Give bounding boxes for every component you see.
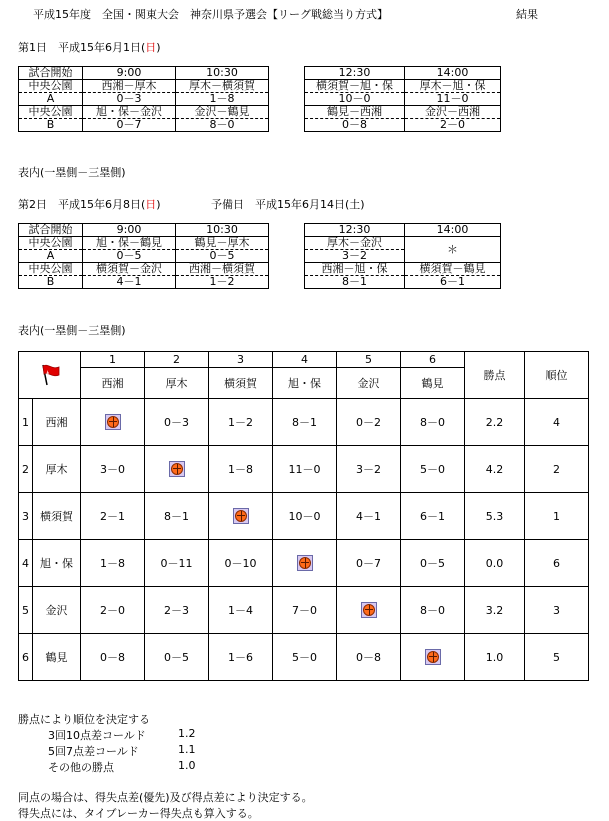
day2-note: 表内(一塁側－三塁側): [18, 324, 126, 337]
match-cell: 厚木－横須賀: [176, 80, 269, 93]
result-cell: 0－11: [145, 540, 209, 587]
result-cell: 8－0: [401, 587, 465, 634]
col-team-name: 金沢: [337, 368, 401, 399]
row-index: 3: [19, 493, 33, 540]
league-row: [19, 493, 589, 540]
time-cell: 14:00: [405, 224, 501, 237]
rank-cell: 4: [525, 399, 589, 446]
venue-cell: A: [19, 93, 83, 106]
score-cell: 2－0: [405, 119, 501, 132]
flag-icon: [37, 377, 63, 390]
time-cell: 10:30: [176, 224, 269, 237]
match-cell: 金沢－西湘: [405, 106, 501, 119]
match-cell: 厚木－金沢: [305, 237, 405, 250]
special-cell: ＊: [405, 237, 501, 263]
result-cell: 10－0: [273, 493, 337, 540]
result-cell: 0－10: [209, 540, 273, 587]
match-cell: 旭・保－金沢: [83, 106, 176, 119]
result-cell: 4－1: [337, 493, 401, 540]
day1-schedule-table: [18, 66, 501, 132]
points-cell: 0.0: [465, 540, 525, 587]
baseball-icon: [361, 602, 377, 618]
time-cell: 14:00: [405, 67, 501, 80]
rule-value: 1.0: [178, 759, 196, 772]
baseball-icon: [425, 649, 441, 665]
match-cell: 旭・保－鶴見: [83, 237, 176, 250]
row-team-name: 旭・保: [33, 540, 81, 587]
result-cell: 7－0: [273, 587, 337, 634]
match-cell: 厚木－旭・保: [405, 80, 501, 93]
baseball-icon: [233, 508, 249, 524]
result-cell: 5－0: [401, 446, 465, 493]
gap-cell: [269, 67, 305, 132]
match-cell: 横須賀－金沢: [83, 263, 176, 276]
result-cell: 0－5: [145, 634, 209, 681]
venue-cell: 中央公園: [19, 106, 83, 119]
result-cell: 8－0: [401, 399, 465, 446]
league-row: [19, 399, 589, 446]
row-index: 2: [19, 446, 33, 493]
result-label: 結果: [516, 8, 538, 21]
result-cell: 1－8: [209, 446, 273, 493]
self-match-cell: [273, 540, 337, 587]
day1-note: 表内(一塁側－三塁側): [18, 166, 126, 179]
result-cell: 1－8: [81, 540, 145, 587]
venue-cell: 中央公園: [19, 263, 83, 276]
col-number: 3: [209, 352, 273, 368]
col-number: 6: [401, 352, 465, 368]
col-number: 5: [337, 352, 401, 368]
result-cell: 2－3: [145, 587, 209, 634]
self-match-cell: [209, 493, 273, 540]
venue-cell: 中央公園: [19, 80, 83, 93]
venue-cell: B: [19, 276, 83, 289]
col-team-name: 西湘: [81, 368, 145, 399]
match-cell: 西湘－厚木: [83, 80, 176, 93]
page-title: 平成15年度 全国・関東大会 神奈川県予選会【リーグ戦総当り方式】: [33, 8, 388, 21]
day2-label: 第2日 平成15年6月8日(日): [18, 198, 161, 211]
result-cell: 1－2: [209, 399, 273, 446]
points-header: 勝点: [465, 352, 525, 399]
baseball-icon: [169, 461, 185, 477]
tiebreak-rule: 得失点には、タイブレーカー得失点も算入する。: [18, 807, 259, 820]
header-cell: 試合開始: [19, 67, 83, 80]
points-cell: 2.2: [465, 399, 525, 446]
rank-cell: 6: [525, 540, 589, 587]
row-team-name: 厚木: [33, 446, 81, 493]
score-cell: 0－8: [305, 119, 405, 132]
score-cell: 10－0: [305, 93, 405, 106]
score-cell: 3－2: [305, 250, 405, 263]
header-cell: 試合開始: [19, 224, 83, 237]
result-cell: 0－2: [337, 399, 401, 446]
self-match-cell: [81, 399, 145, 446]
league-row: [19, 540, 589, 587]
score-cell: 0－5: [176, 250, 269, 263]
result-cell: 5－0: [273, 634, 337, 681]
points-cell: 1.0: [465, 634, 525, 681]
result-cell: 3－2: [337, 446, 401, 493]
col-team-name: 厚木: [145, 368, 209, 399]
league-table: [18, 351, 589, 681]
result-cell: 0－5: [401, 540, 465, 587]
col-number: 1: [81, 352, 145, 368]
score-cell: 6－1: [405, 276, 501, 289]
time-cell: 12:30: [305, 67, 405, 80]
row-index: 5: [19, 587, 33, 634]
col-team-name: 鶴見: [401, 368, 465, 399]
rules-intro: 勝点により順位を決定する: [18, 713, 150, 726]
league-row: [19, 446, 589, 493]
day1-label: 第1日 平成15年6月1日(日): [18, 41, 161, 54]
result-cell: 8－1: [145, 493, 209, 540]
row-team-name: 金沢: [33, 587, 81, 634]
result-cell: 3－0: [81, 446, 145, 493]
col-number: 4: [273, 352, 337, 368]
row-index: 6: [19, 634, 33, 681]
result-cell: 11－0: [273, 446, 337, 493]
match-cell: 横須賀－旭・保: [305, 80, 405, 93]
gap-cell: [269, 224, 305, 289]
score-cell: 0－5: [83, 250, 176, 263]
self-match-cell: [401, 634, 465, 681]
col-team-name: 横須賀: [209, 368, 273, 399]
rule-label: その他の勝点: [48, 761, 114, 774]
rank-cell: 5: [525, 634, 589, 681]
time-cell: 12:30: [305, 224, 405, 237]
baseball-icon: [105, 414, 121, 430]
rule-label: 3回10点差コールド: [48, 729, 146, 742]
row-index: 1: [19, 399, 33, 446]
rule-value: 1.2: [178, 727, 196, 740]
rule-label: 5回7点差コールド: [48, 745, 139, 758]
venue-cell: A: [19, 250, 83, 263]
baseball-icon: [297, 555, 313, 571]
rank-cell: 1: [525, 493, 589, 540]
match-cell: 西湘－旭・保: [305, 263, 405, 276]
day2-schedule-table: [18, 223, 501, 289]
venue-cell: B: [19, 119, 83, 132]
match-cell: 鶴見－厚木: [176, 237, 269, 250]
score-cell: 11－0: [405, 93, 501, 106]
match-cell: 西湘－横須賀: [176, 263, 269, 276]
result-cell: 0－8: [81, 634, 145, 681]
points-cell: 5.3: [465, 493, 525, 540]
time-cell: 9:00: [83, 224, 176, 237]
score-cell: 0－3: [83, 93, 176, 106]
match-cell: 金沢－鶴見: [176, 106, 269, 119]
rule-value: 1.1: [178, 743, 196, 756]
match-cell: 横須賀－鶴見: [405, 263, 501, 276]
points-cell: 4.2: [465, 446, 525, 493]
row-team-name: 西湘: [33, 399, 81, 446]
score-cell: 4－1: [83, 276, 176, 289]
result-cell: 0－7: [337, 540, 401, 587]
reserve-day-label: 予備日 平成15年6月14日(土): [211, 198, 365, 211]
score-cell: 1－2: [176, 276, 269, 289]
result-cell: 0－3: [145, 399, 209, 446]
flag-cell: [19, 352, 81, 399]
row-team-name: 横須賀: [33, 493, 81, 540]
col-number: 2: [145, 352, 209, 368]
rank-cell: 2: [525, 446, 589, 493]
result-cell: 2－0: [81, 587, 145, 634]
result-cell: 2－1: [81, 493, 145, 540]
tie-rule: 同点の場合は、得失点差(優先)及び得点差により決定する。: [18, 791, 313, 804]
score-cell: 8－0: [176, 119, 269, 132]
result-cell: 1－6: [209, 634, 273, 681]
score-cell: 8－1: [305, 276, 405, 289]
time-cell: 10:30: [176, 67, 269, 80]
result-cell: 1－4: [209, 587, 273, 634]
points-cell: 3.2: [465, 587, 525, 634]
self-match-cell: [145, 446, 209, 493]
venue-cell: 中央公園: [19, 237, 83, 250]
col-team-name: 旭・保: [273, 368, 337, 399]
rank-header: 順位: [525, 352, 589, 399]
result-cell: 0－8: [337, 634, 401, 681]
result-cell: 6－1: [401, 493, 465, 540]
score-cell: 1－8: [176, 93, 269, 106]
time-cell: 9:00: [83, 67, 176, 80]
match-cell: 鶴見－西湘: [305, 106, 405, 119]
result-cell: 8－1: [273, 399, 337, 446]
rank-cell: 3: [525, 587, 589, 634]
league-row: [19, 587, 589, 634]
score-cell: 0－7: [83, 119, 176, 132]
row-team-name: 鶴見: [33, 634, 81, 681]
self-match-cell: [337, 587, 401, 634]
league-row: [19, 634, 589, 681]
row-index: 4: [19, 540, 33, 587]
